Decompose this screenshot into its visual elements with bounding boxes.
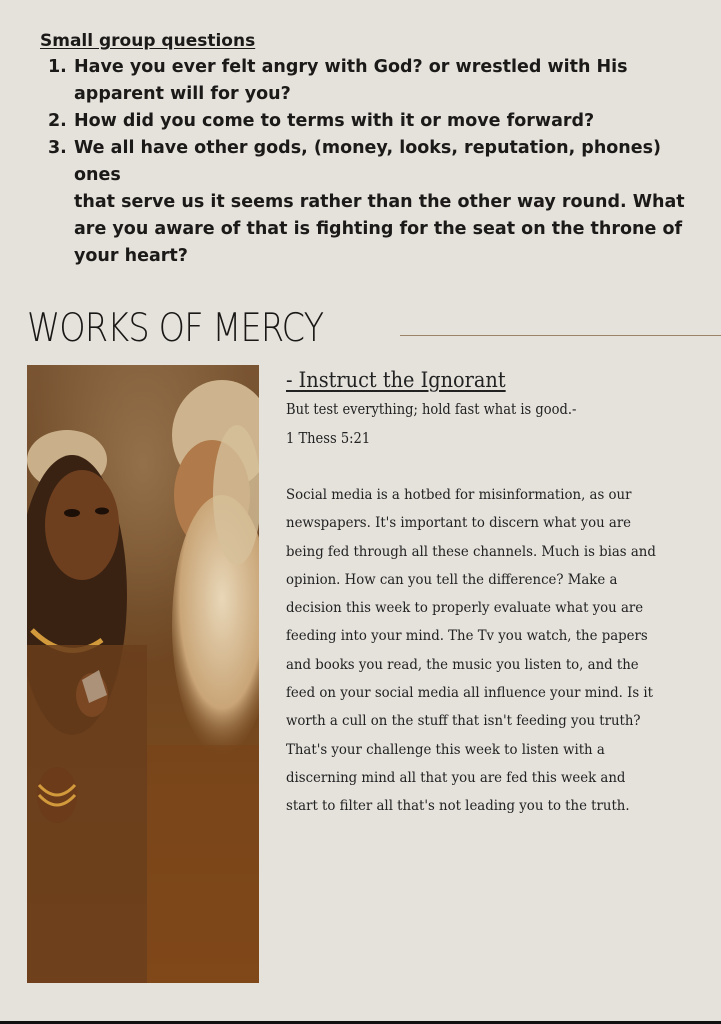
question-line: your heart?: [74, 246, 188, 266]
body-line: decision this week to properly evaluate what you are: [286, 600, 644, 617]
body-line: feeding into your mind. The Tv you watch, the papers: [286, 628, 648, 645]
body-line: Social media is a hotbed for misinformation, as our: [286, 487, 632, 503]
question-number: 3.: [48, 138, 67, 158]
question-line: How did you come to terms with it or move forward?: [74, 111, 595, 131]
small-group-title: Small group questions: [40, 31, 256, 51]
body-line: opinion. How can you tell the difference? Make a: [286, 571, 618, 588]
body-line: newspapers. It's important to discern what you are: [286, 515, 632, 532]
question-item: [40, 135, 710, 270]
body-line: and books you read, the music you listen to, and the: [286, 656, 639, 673]
verse-reference: 1 Thess 5:21: [286, 431, 371, 447]
body-line: being fed through all these channels. Much is bias and: [286, 543, 656, 560]
painting-image: [27, 365, 259, 983]
question-item: [40, 108, 710, 135]
question-item: [40, 54, 710, 108]
woman-face: [45, 470, 119, 580]
mercy-body: [286, 481, 716, 821]
question-number: 1.: [48, 57, 67, 77]
body-line: feed on your social media all influence your mind. Is it: [286, 685, 654, 702]
section-title: WORKS OF MERCY: [27, 306, 324, 351]
small-group-questions: [40, 30, 710, 270]
body-line: start to filter all that's not leading you to the truth.: [286, 798, 630, 815]
question-line: that serve us it seems rather than the other way round. What: [74, 192, 685, 212]
question-list: [40, 54, 710, 270]
question-line: We all have other gods, (money, looks, reputation, phones) ones: [74, 138, 662, 185]
mercy-subtitle: - Instruct the Ignorant: [286, 368, 506, 392]
question-line: Have you ever felt angry with God? or wrestled with His: [74, 57, 628, 77]
body-line: That's your challenge this week to listen with a: [286, 741, 605, 758]
question-number: 2.: [48, 111, 67, 131]
question-line: are you aware of that is fighting for the seat on the throne of: [74, 219, 683, 239]
painting-illustration: [27, 365, 259, 983]
verse-text: But test everything; hold fast what is good.-: [286, 402, 577, 418]
body-line: discerning mind all that you are fed this week and: [286, 769, 626, 786]
body-line: worth a cull on the stuff that isn't feeding you truth?: [286, 713, 641, 730]
question-line: apparent will for you?: [74, 84, 291, 104]
mercy-content: [286, 365, 716, 821]
section-divider: [400, 335, 721, 336]
